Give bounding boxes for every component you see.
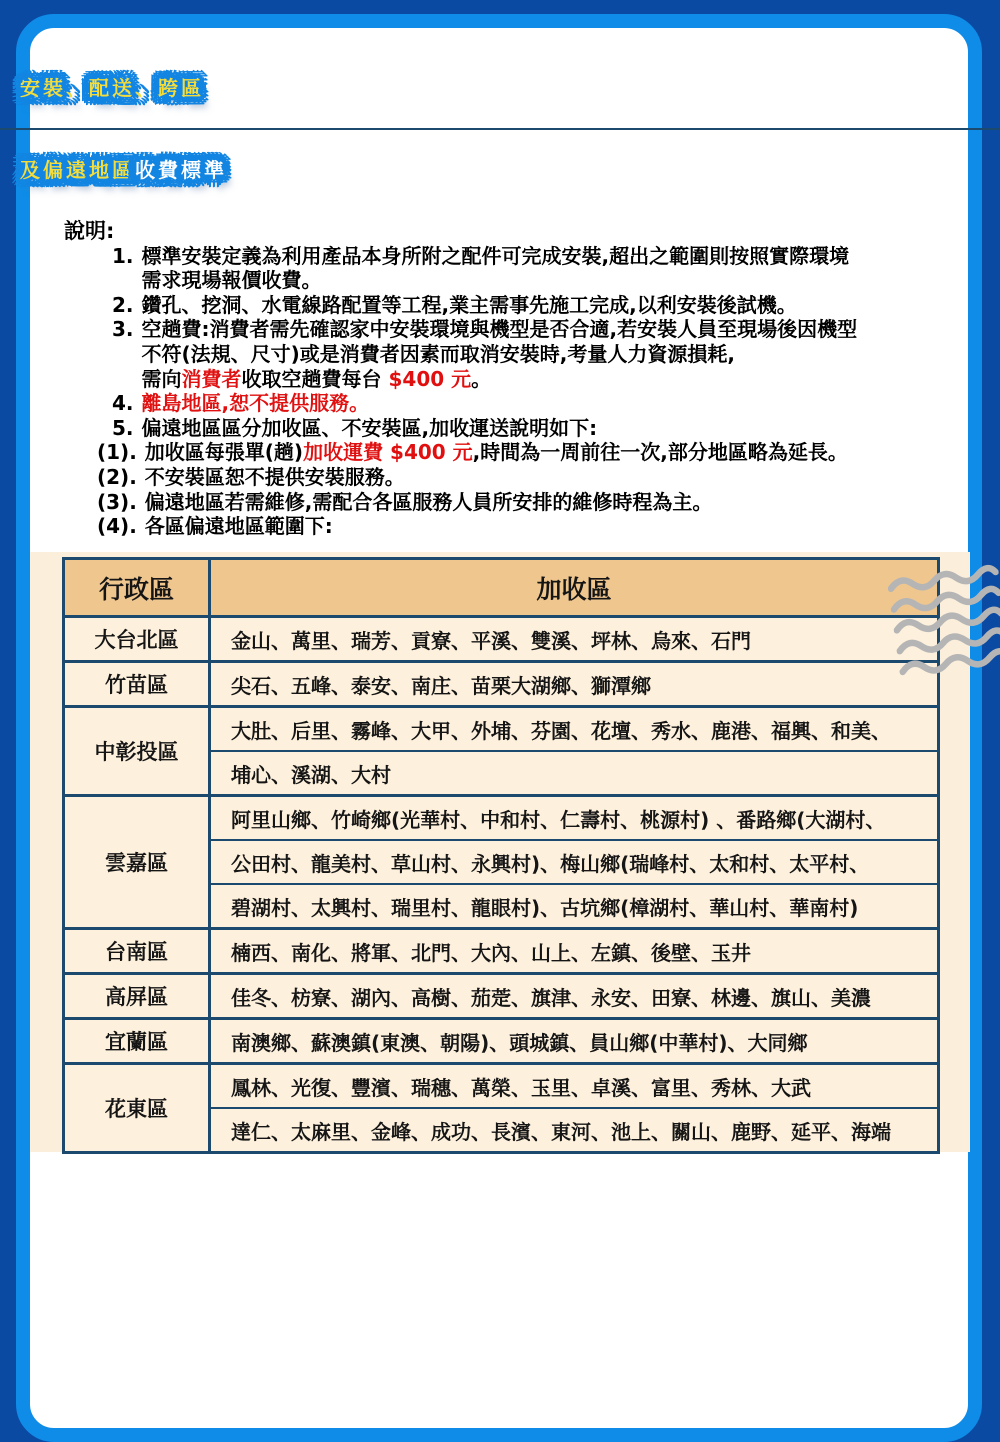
note-text-segment: 偏遠地區若需維修,需配合各區服務人員所安排的維修時程為主。 (144, 489, 713, 514)
note-body (142, 293, 946, 318)
note-marker: 3. (112, 317, 134, 342)
surcharge-area-line: 阿里山鄉、竹崎鄉(光華村、中和村、仁壽村、桃源村) 、番路鄉(大湖村、 (231, 807, 886, 832)
note-item (112, 391, 946, 416)
note-marker: 5. (112, 415, 134, 440)
title-line-2 (0, 128, 1000, 210)
table-row (65, 975, 937, 1020)
surcharge-area-line: 碧湖村、太興村、瑞里村、龍眼村)、古坑鄉(樟湖村、華山村、華南村) (211, 883, 937, 927)
surcharge-area-line: 大肚、后里、霧峰、大甲、外埔、芬園、花壇、秀水、鹿港、福興、和美、 (231, 718, 891, 743)
note-line (142, 342, 946, 367)
note-item (112, 317, 946, 391)
note-text-segment: 。 (471, 366, 492, 391)
note-text-segment: 需向 (141, 366, 182, 391)
note-text-segment: 標準安裝定義為利用產品本身所附之配件可完成安裝,超出之範圍則按照實際環境 (141, 243, 850, 268)
note-body (145, 514, 946, 539)
region-cell: 台南區 (65, 930, 211, 972)
surcharge-area-line: 南澳鄉、蘇澳鎮(東澳、朝陽)、頭城鎮、員山鄉(中華村)、大同鄉 (231, 1030, 808, 1055)
note-text-segment: 偏遠地區區分加收區、不安裝區,加收運送說明如下: (141, 415, 598, 440)
note-marker: (1). (97, 440, 137, 465)
note-line (142, 244, 946, 269)
note-body (142, 317, 946, 391)
region-cell: 中彰投區 (65, 708, 211, 794)
note-text-segment: 消費者 (181, 366, 242, 391)
table-row (65, 618, 937, 663)
surcharge-area-line: 金山、萬里、瑞芳、貢寮、平溪、雙溪、坪林、烏來、石門 (231, 628, 751, 653)
surcharge-cell (211, 797, 937, 927)
note-marker: (3). (97, 489, 137, 514)
note-line (145, 514, 946, 539)
note-item (97, 440, 946, 465)
region-cell: 大台北區 (65, 618, 211, 660)
note-text-segment: 收取空趟費每台 (241, 366, 389, 391)
note-body (142, 244, 946, 293)
note-text-segment: 離島地區,恕不提供服務。 (141, 391, 370, 416)
note-line (142, 391, 946, 416)
title-line2-yellow-text: 及偏遠地區 (20, 158, 135, 182)
table-row (65, 930, 937, 975)
fee-table-body (65, 618, 937, 1151)
note-marker: (2). (97, 464, 137, 489)
fee-table-header (65, 560, 937, 618)
header-cell-region: 行政區 (65, 560, 211, 615)
note-text-segment: 鑽孔、挖洞、水電線路配置等工程,業主需事先施工完成,以利安裝後試機。 (141, 292, 797, 317)
note-line (142, 293, 946, 318)
note-text-segment: 各區偏遠地區範圍下: (144, 514, 333, 539)
note-line (142, 367, 946, 392)
table-row (65, 1065, 937, 1151)
surcharge-cell (211, 708, 937, 794)
wave-lines-icon (886, 561, 1000, 682)
surcharge-area-line: 埔心、溪湖、大村 (211, 750, 937, 794)
title-line-1 (0, 48, 1000, 128)
surcharge-area-line: 尖石、五峰、泰安、南庄、苗栗大湖鄉、獅潭鄉 (231, 673, 651, 698)
note-body (145, 465, 946, 490)
page-title (0, 48, 1000, 210)
surcharge-cell (211, 1020, 937, 1062)
surcharge-cell (211, 975, 937, 1017)
region-cell: 花東區 (65, 1065, 211, 1151)
note-text-segment: 加收運費 $400 元 (303, 440, 473, 465)
surcharge-area-line: 公田村、龍美村、草山村、永興村)、梅山鄉(瑞峰村、太和村、太平村、 (211, 839, 937, 883)
surcharge-area-line: 達仁、太麻里、金峰、成功、長濱、東河、池上、關山、鹿野、延平、海端 (211, 1107, 937, 1151)
notes-list (64, 244, 946, 539)
note-line (145, 465, 946, 490)
table-row (65, 797, 937, 930)
region-cell: 宜蘭區 (65, 1020, 211, 1062)
note-item (97, 490, 946, 515)
table-row (65, 708, 937, 797)
note-text-segment: 加收區每張單(趟) (144, 440, 304, 465)
note-body (145, 490, 946, 515)
region-cell: 雲嘉區 (65, 797, 211, 927)
note-line (142, 317, 946, 342)
note-body (142, 416, 946, 441)
note-item (97, 465, 946, 490)
note-line (142, 416, 946, 441)
title-line2-white-text: 收費標準 (135, 158, 227, 182)
fee-table (62, 557, 940, 1154)
note-text-segment: 需求現場報價收費。 (141, 268, 322, 293)
note-text-segment: 空趟費:消費者需先確認家中安裝環境與機型是否合適,若安裝人員至現場後因機型 (141, 317, 858, 342)
table-row (65, 663, 937, 708)
note-text-segment: 不符(法規、尺寸)或是消費者因素而取消安裝時,考量人力資源損耗, (141, 341, 735, 366)
surcharge-area-line: 鳳林、光復、豐濱、瑞穗、萬榮、玉里、卓溪、富里、秀林、大武 (231, 1075, 811, 1100)
note-body (145, 440, 946, 465)
region-cell: 竹苗區 (65, 663, 211, 705)
note-item (112, 244, 946, 293)
note-item (97, 514, 946, 539)
note-item (112, 416, 946, 441)
note-body (142, 391, 946, 416)
note-text-segment: ,時間為一周前往一次,部分地區略為延長。 (472, 440, 848, 465)
notes-section (64, 219, 946, 539)
note-marker: 2. (112, 292, 134, 317)
note-line (145, 490, 946, 515)
surcharge-cell (211, 618, 937, 660)
surcharge-cell (211, 1065, 937, 1151)
title-line1-text: 安裝、配送、跨區 (20, 76, 204, 100)
header-cell-surcharge: 加收區 (536, 574, 612, 604)
note-text-segment: 不安裝區恕不提供安裝服務。 (144, 464, 405, 489)
notes-label: 說明: (64, 219, 115, 243)
note-marker: 4. (112, 391, 134, 416)
note-line (142, 268, 946, 293)
note-marker: 1. (112, 243, 134, 268)
note-marker: (4). (97, 514, 137, 539)
note-line (145, 440, 946, 465)
surcharge-cell (211, 930, 937, 972)
surcharge-cell (211, 663, 937, 705)
note-text-segment: $400 元 (388, 366, 472, 391)
note-item (112, 293, 946, 318)
table-row (65, 1020, 937, 1065)
region-cell: 高屏區 (65, 975, 211, 1017)
surcharge-area-line: 楠西、南化、將軍、北門、大內、山上、左鎮、後壁、玉井 (231, 940, 751, 965)
surcharge-area-line: 佳冬、枋寮、湖內、高樹、茄萣、旗津、永安、田寮、林邊、旗山、美濃 (231, 985, 871, 1010)
